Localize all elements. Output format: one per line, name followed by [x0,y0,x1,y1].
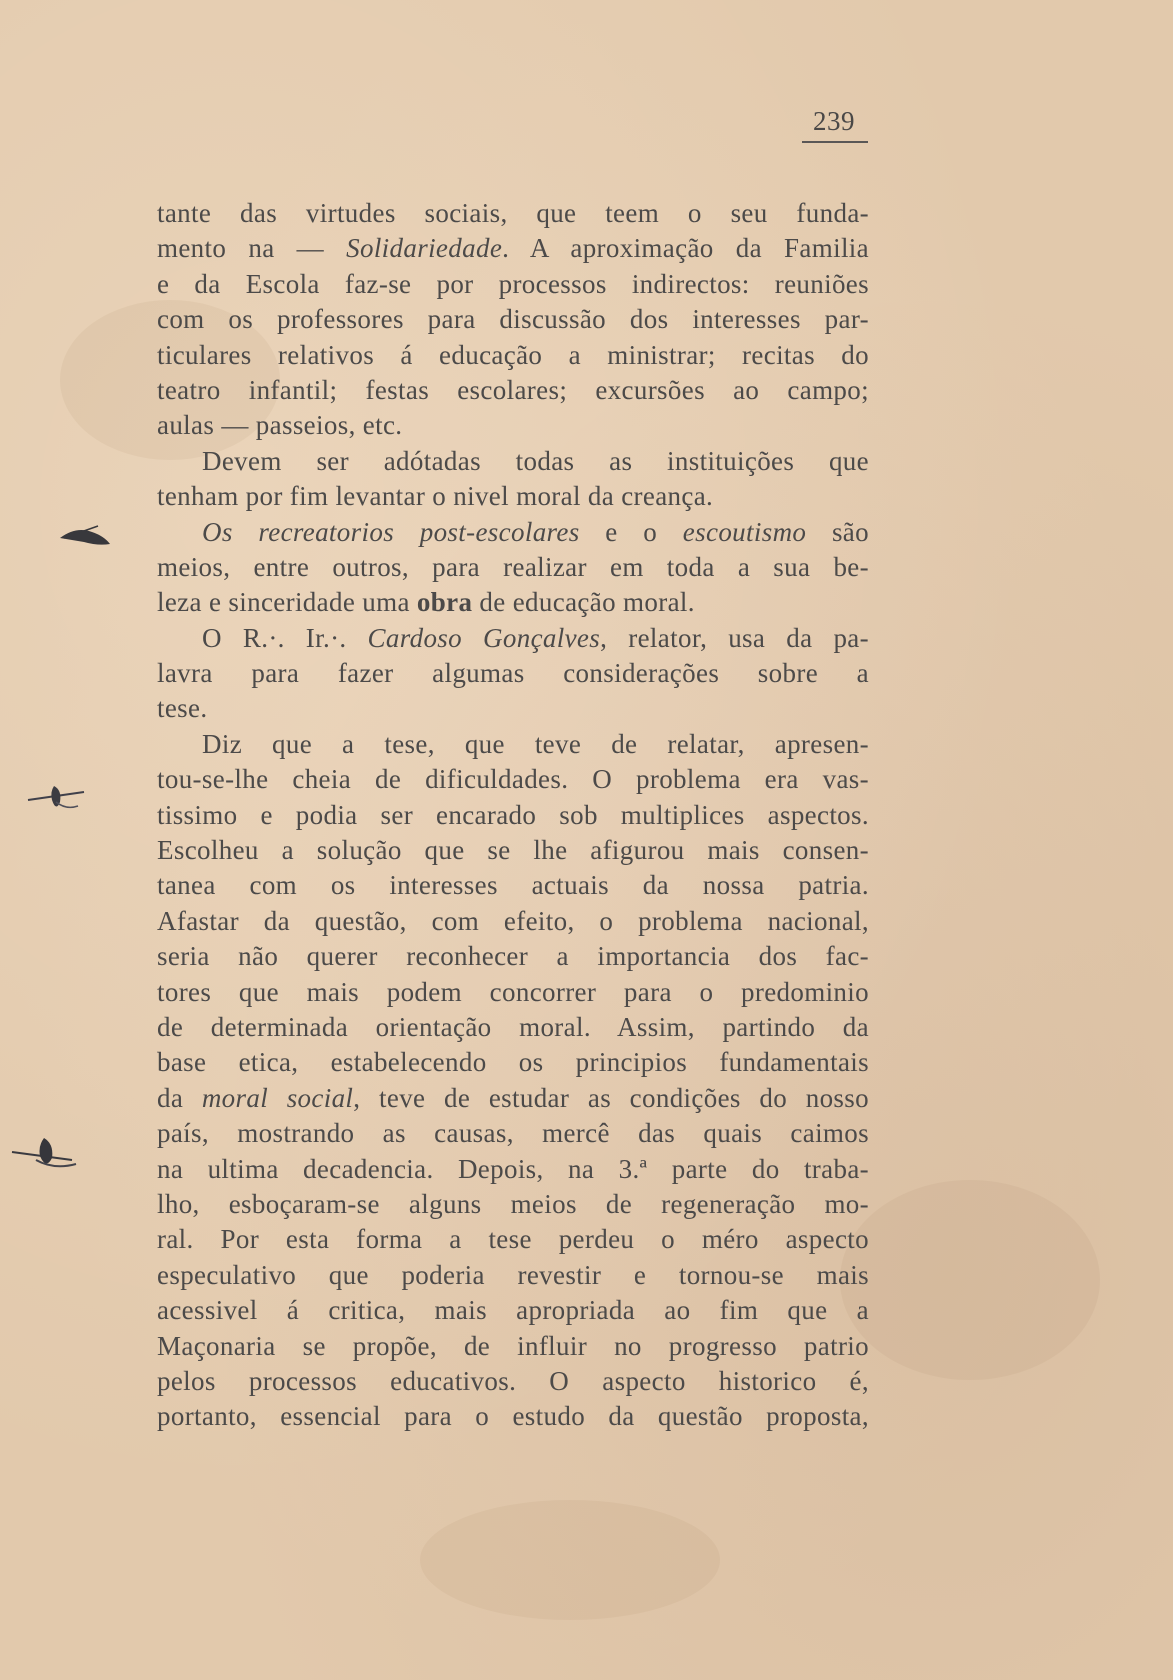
text-segment: Diz que a tese, que teve de relatar, apresen- [202,728,869,759]
text-line [157,231,869,266]
text-line [157,798,869,833]
text-line [157,762,869,797]
text-segment: seria não querer reconhecer a importancia dos fac- [157,941,869,972]
text-line [157,1399,869,1434]
text-segment: obra [416,587,473,618]
text-segment: aulas — passeios, etc. [157,410,403,441]
text-line [157,656,869,691]
text-segment: tenham por fim levantar o nivel moral da creança. [157,481,714,512]
text-segment: , teve de estudar as condições do nosso [353,1082,869,1113]
text-segment: meios, entre outros, para realizar em toda a sua be- [157,551,869,582]
text-segment: ral. Por esta forma a tese perdeu o méro aspecto [157,1224,869,1255]
text-line [157,1116,869,1151]
text-line [157,585,869,620]
text-segment: Afastar da questão, com efeito, o problema nacional, [157,905,869,936]
text-segment: pelos processos educativos. O aspecto historico é, [157,1365,869,1396]
text-segment: tissimo e podia ser encarado sob multiplices aspectos. [157,799,869,830]
text-line [157,196,869,231]
text-segment: e da Escola faz-se por processos indirectos: reuniões [157,268,869,299]
text-segment: teatro infantil; festas escolares; excursões ao campo; [157,374,869,405]
text-line [157,904,869,939]
text-segment: Os recreatorios post-escolares [202,516,580,547]
text-segment: mento na — [157,233,347,264]
text-line [157,1222,869,1257]
text-segment: , relator, usa da pa- [600,622,869,653]
text-line [157,833,869,868]
text-line [157,1364,869,1399]
text-segment: na ultima decadencia. Depois, na 3.ª parte do traba- [157,1153,869,1184]
text-line [157,338,869,373]
text-segment: acessivel á critica, mais apropriada ao fim que a [157,1295,869,1326]
text-line [157,621,869,656]
binding-hole-icon [58,518,114,559]
text-line [157,1329,869,1364]
text-segment: leza e sinceridade uma [157,587,417,618]
text-segment: Maçonaria se propõe, de influir no progresso patrio [157,1330,869,1361]
page-number: 239 [813,106,855,136]
text-segment: escoutismo [682,516,807,547]
text-line [157,691,869,726]
text-segment: tante das virtudes sociais, que teem o seu funda- [157,198,869,228]
text-segment: moral social [201,1082,354,1113]
text-segment: de educação moral. [472,587,695,618]
text-segment: de determinada orientação moral. Assim, partindo da [157,1011,869,1042]
text-segment: . A aproximação da Familia [502,233,869,264]
text-line [157,868,869,903]
text-segment: Devem ser adótadas todas as instituições que [202,445,869,476]
text-line [157,267,869,302]
text-segment: especulativo que poderia revestir e tornou-se mais [157,1259,869,1290]
text-segment: são [806,516,869,547]
text-line [157,444,869,479]
text-segment: O R.·. Ir.·. [202,622,368,653]
text-line [157,1258,869,1293]
text-segment: Escolheu a solução que se lhe afigurou mais consen- [157,835,869,866]
text-line [157,1152,869,1187]
text-segment: tese. [157,693,208,724]
text-segment: portanto, essencial para o estudo da questão proposta, [157,1401,869,1432]
text-segment: Cardoso Gonçalves [367,622,601,653]
text-line [157,408,869,443]
text-segment: tanea com os interesses actuais da nossa patria. [157,870,869,901]
text-segment: Solidariedade [346,233,503,264]
text-segment: tores que mais podem concorrer para o predominio [157,976,869,1007]
binding-hole-icon [26,776,86,831]
paper-stain [840,1180,1100,1380]
text-line [157,1045,869,1080]
page-number-rule [802,141,868,143]
text-line [157,1293,869,1328]
text-line [157,1081,869,1116]
text-segment: lavra para fazer algumas considerações sobre a [157,658,869,689]
text-segment: país, mostrando as causas, mercê das quais caimos [157,1118,869,1149]
text-line [157,550,869,585]
text-line [157,939,869,974]
text-line [157,1010,869,1045]
text-line [157,515,869,550]
text-segment: tou-se-lhe cheia de dificuldades. O problema era vas- [157,764,869,795]
text-line [157,727,869,762]
text-segment: lho, esboçaram-se alguns meios de regeneração mo- [157,1188,869,1219]
text-line [157,373,869,408]
text-segment: com os professores para discussão dos interesses par- [157,304,869,335]
text-segment: base etica, estabelecendo os principios fundamentais [157,1047,869,1078]
text-line [157,302,869,337]
text-line [157,479,869,514]
body-text [157,196,869,1435]
text-segment: e o [579,516,683,547]
paper-stain [420,1500,720,1620]
text-line [157,975,869,1010]
text-line [157,1187,869,1222]
binding-hole-icon [10,1130,80,1191]
text-segment: da [157,1082,202,1113]
text-segment: ticulares relativos á educação a ministrar; recitas do [157,339,869,370]
